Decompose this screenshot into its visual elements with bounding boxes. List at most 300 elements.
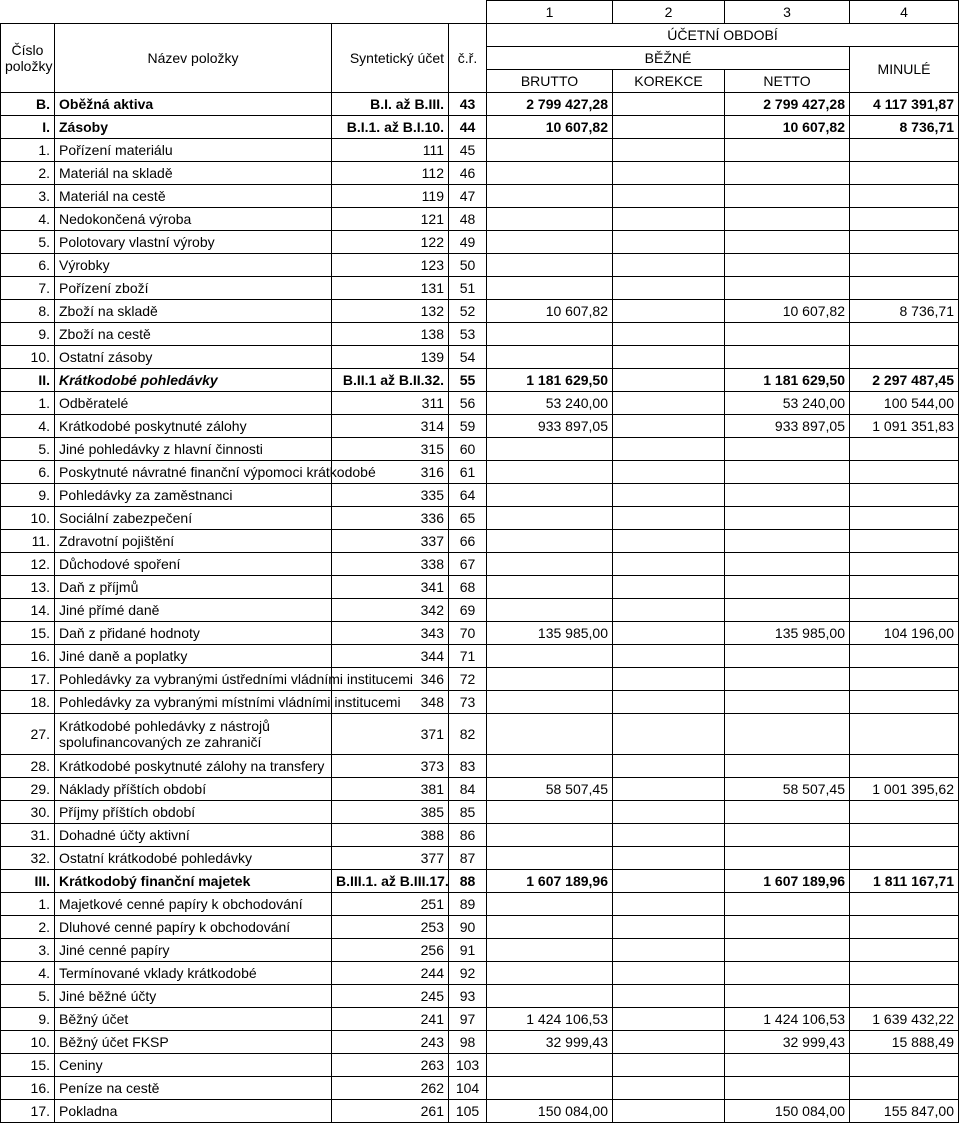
item-name: Termínované vklady krátkodobé bbox=[55, 962, 332, 985]
row-number: 103 bbox=[449, 1054, 487, 1077]
row-number: 45 bbox=[449, 139, 487, 162]
minule-value: 15 888,49 bbox=[850, 1031, 959, 1054]
row-number: 67 bbox=[449, 553, 487, 576]
account: 311 bbox=[332, 392, 449, 415]
minule-value bbox=[850, 847, 959, 870]
korekce-value bbox=[613, 985, 725, 1008]
netto-value: 10 607,82 bbox=[725, 116, 850, 139]
korekce-value bbox=[613, 461, 725, 484]
item-number: 15. bbox=[1, 1054, 55, 1077]
table-row bbox=[1, 254, 959, 277]
col-number: 1 bbox=[487, 1, 613, 24]
netto-value: 10 607,82 bbox=[725, 300, 850, 323]
korekce-value bbox=[613, 438, 725, 461]
korekce-value bbox=[613, 870, 725, 893]
korekce-value bbox=[613, 277, 725, 300]
brutto-value: 2 799 427,28 bbox=[487, 93, 613, 116]
table-row bbox=[1, 231, 959, 254]
brutto-value: 933 897,05 bbox=[487, 415, 613, 438]
netto-value bbox=[725, 438, 850, 461]
minule-value bbox=[850, 162, 959, 185]
row-number: 92 bbox=[449, 962, 487, 985]
table-row bbox=[1, 185, 959, 208]
item-name: Zdravotní pojištění bbox=[55, 530, 332, 553]
brutto-value bbox=[487, 277, 613, 300]
korekce-value bbox=[613, 346, 725, 369]
account: 121 bbox=[332, 208, 449, 231]
item-name: Pokladna bbox=[55, 1100, 332, 1123]
korekce-value bbox=[613, 553, 725, 576]
minule-value bbox=[850, 691, 959, 714]
item-name: Poskytnuté návratné finanční výpomoci krátkodobé bbox=[55, 461, 332, 484]
table-row bbox=[1, 116, 959, 139]
table-row bbox=[1, 162, 959, 185]
item-number: 31. bbox=[1, 824, 55, 847]
item-name: Pohledávky za vybranými ústředními vládními institucemi bbox=[55, 668, 332, 691]
row-number: 90 bbox=[449, 916, 487, 939]
korekce-value bbox=[613, 893, 725, 916]
row-number: 104 bbox=[449, 1077, 487, 1100]
netto-value bbox=[725, 824, 850, 847]
row-number: 59 bbox=[449, 415, 487, 438]
item-name: Daň z přidané hodnoty bbox=[55, 622, 332, 645]
brutto-value: 10 607,82 bbox=[487, 300, 613, 323]
header-row bbox=[1, 24, 959, 47]
table-row bbox=[1, 962, 959, 985]
row-number: 93 bbox=[449, 985, 487, 1008]
korekce-value bbox=[613, 801, 725, 824]
netto-value bbox=[725, 801, 850, 824]
brutto-value bbox=[487, 668, 613, 691]
korekce-value bbox=[613, 622, 725, 645]
minule-value bbox=[850, 438, 959, 461]
row-number: 46 bbox=[449, 162, 487, 185]
netto-value bbox=[725, 916, 850, 939]
netto-value bbox=[725, 323, 850, 346]
minule-value bbox=[850, 962, 959, 985]
row-number: 86 bbox=[449, 824, 487, 847]
item-name: Pořízení zboží bbox=[55, 277, 332, 300]
item-name: Krátkodobé pohledávky z nástrojů spolufinancovaných ze zahraničí bbox=[55, 714, 332, 755]
brutto-value bbox=[487, 801, 613, 824]
netto-value bbox=[725, 691, 850, 714]
account: 344 bbox=[332, 645, 449, 668]
netto-value: 933 897,05 bbox=[725, 415, 850, 438]
item-name: Nedokončená výroba bbox=[55, 208, 332, 231]
minule-value bbox=[850, 185, 959, 208]
item-number: III. bbox=[1, 870, 55, 893]
header-obdobi: ÚČETNÍ OBDOBÍ bbox=[487, 24, 959, 47]
row-number: 55 bbox=[449, 369, 487, 392]
netto-value bbox=[725, 1054, 850, 1077]
netto-value bbox=[725, 962, 850, 985]
brutto-value: 32 999,43 bbox=[487, 1031, 613, 1054]
netto-value bbox=[725, 530, 850, 553]
item-number: B. bbox=[1, 93, 55, 116]
minule-value: 1 091 351,83 bbox=[850, 415, 959, 438]
netto-value: 32 999,43 bbox=[725, 1031, 850, 1054]
minule-value bbox=[850, 530, 959, 553]
item-number: 6. bbox=[1, 461, 55, 484]
item-number: 30. bbox=[1, 801, 55, 824]
item-number: 3. bbox=[1, 185, 55, 208]
netto-value bbox=[725, 277, 850, 300]
netto-value bbox=[725, 939, 850, 962]
item-number: 2. bbox=[1, 916, 55, 939]
row-number: 68 bbox=[449, 576, 487, 599]
item-number: 27. bbox=[1, 714, 55, 755]
account: 119 bbox=[332, 185, 449, 208]
table-row bbox=[1, 1008, 959, 1031]
account: 138 bbox=[332, 323, 449, 346]
minule-value: 1 639 432,22 bbox=[850, 1008, 959, 1031]
minule-value bbox=[850, 323, 959, 346]
korekce-value bbox=[613, 847, 725, 870]
netto-value bbox=[725, 484, 850, 507]
table-row bbox=[1, 801, 959, 824]
item-number: 29. bbox=[1, 778, 55, 801]
row-number: 70 bbox=[449, 622, 487, 645]
item-number: 5. bbox=[1, 985, 55, 1008]
item-number: 32. bbox=[1, 847, 55, 870]
korekce-value bbox=[613, 116, 725, 139]
netto-value: 53 240,00 bbox=[725, 392, 850, 415]
item-number: 2. bbox=[1, 162, 55, 185]
item-number: 17. bbox=[1, 1100, 55, 1123]
item-name: Oběžná aktiva bbox=[55, 93, 332, 116]
minule-value bbox=[850, 1077, 959, 1100]
item-number: 3. bbox=[1, 939, 55, 962]
korekce-value bbox=[613, 323, 725, 346]
netto-value bbox=[725, 985, 850, 1008]
brutto-value bbox=[487, 939, 613, 962]
item-number: II. bbox=[1, 369, 55, 392]
row-number: 66 bbox=[449, 530, 487, 553]
netto-value: 135 985,00 bbox=[725, 622, 850, 645]
item-number: 5. bbox=[1, 438, 55, 461]
account: 123 bbox=[332, 254, 449, 277]
row-number: 98 bbox=[449, 1031, 487, 1054]
item-name: Jiné cenné papíry bbox=[55, 939, 332, 962]
item-name: Zboží na cestě bbox=[55, 323, 332, 346]
account: 262 bbox=[332, 1077, 449, 1100]
minule-value bbox=[850, 553, 959, 576]
item-name: Ceniny bbox=[55, 1054, 332, 1077]
netto-value bbox=[725, 461, 850, 484]
account: 343 bbox=[332, 622, 449, 645]
table-row bbox=[1, 93, 959, 116]
table-row bbox=[1, 139, 959, 162]
item-name: Sociální zabezpečení bbox=[55, 507, 332, 530]
table-row bbox=[1, 300, 959, 323]
item-name: Příjmy příštích období bbox=[55, 801, 332, 824]
account: 316 bbox=[332, 461, 449, 484]
item-number: 8. bbox=[1, 300, 55, 323]
minule-value: 104 196,00 bbox=[850, 622, 959, 645]
row-number: 84 bbox=[449, 778, 487, 801]
table-row bbox=[1, 346, 959, 369]
item-number: 7. bbox=[1, 277, 55, 300]
item-name: Důchodové spoření bbox=[55, 553, 332, 576]
table-row bbox=[1, 870, 959, 893]
minule-value bbox=[850, 714, 959, 755]
netto-value bbox=[725, 599, 850, 622]
item-number: 4. bbox=[1, 415, 55, 438]
brutto-value bbox=[487, 185, 613, 208]
brutto-value bbox=[487, 576, 613, 599]
table-row bbox=[1, 755, 959, 778]
row-number: 52 bbox=[449, 300, 487, 323]
account: 337 bbox=[332, 530, 449, 553]
korekce-value bbox=[613, 1031, 725, 1054]
item-number: 28. bbox=[1, 755, 55, 778]
brutto-value: 1 424 106,53 bbox=[487, 1008, 613, 1031]
table-row bbox=[1, 438, 959, 461]
item-number: 13. bbox=[1, 576, 55, 599]
item-name: Krátkodobé poskytnuté zálohy bbox=[55, 415, 332, 438]
account: 261 bbox=[332, 1100, 449, 1123]
minule-value bbox=[850, 599, 959, 622]
item-number: 9. bbox=[1, 484, 55, 507]
minule-value bbox=[850, 346, 959, 369]
table-row bbox=[1, 668, 959, 691]
item-name: Jiné pohledávky z hlavní činnosti bbox=[55, 438, 332, 461]
minule-value bbox=[850, 801, 959, 824]
brutto-value bbox=[487, 599, 613, 622]
minule-value bbox=[850, 484, 959, 507]
header-netto: NETTO bbox=[725, 70, 850, 93]
item-number: 11. bbox=[1, 530, 55, 553]
item-number: 10. bbox=[1, 507, 55, 530]
brutto-value bbox=[487, 755, 613, 778]
korekce-value bbox=[613, 778, 725, 801]
brutto-value bbox=[487, 916, 613, 939]
netto-value: 1 424 106,53 bbox=[725, 1008, 850, 1031]
minule-value bbox=[850, 507, 959, 530]
minule-value bbox=[850, 645, 959, 668]
netto-value bbox=[725, 1077, 850, 1100]
korekce-value bbox=[613, 691, 725, 714]
account: 348 bbox=[332, 691, 449, 714]
item-name: Dohadné účty aktivní bbox=[55, 824, 332, 847]
minule-value: 8 736,71 bbox=[850, 300, 959, 323]
korekce-value bbox=[613, 93, 725, 116]
row-number: 105 bbox=[449, 1100, 487, 1123]
item-name: Pohledávky za vybranými místními vládními institucemi bbox=[55, 691, 332, 714]
korekce-value bbox=[613, 714, 725, 755]
row-number: 51 bbox=[449, 277, 487, 300]
minule-value bbox=[850, 277, 959, 300]
table-row bbox=[1, 415, 959, 438]
brutto-value: 53 240,00 bbox=[487, 392, 613, 415]
netto-value bbox=[725, 553, 850, 576]
netto-value bbox=[725, 231, 850, 254]
brutto-value bbox=[487, 484, 613, 507]
item-number: 1. bbox=[1, 392, 55, 415]
account: 338 bbox=[332, 553, 449, 576]
item-number: 1. bbox=[1, 893, 55, 916]
minule-value: 100 544,00 bbox=[850, 392, 959, 415]
korekce-value bbox=[613, 1077, 725, 1100]
table-row bbox=[1, 893, 959, 916]
item-name: Ostatní zásoby bbox=[55, 346, 332, 369]
row-number: 87 bbox=[449, 847, 487, 870]
row-number: 54 bbox=[449, 346, 487, 369]
brutto-value bbox=[487, 645, 613, 668]
account: 241 bbox=[332, 1008, 449, 1031]
minule-value bbox=[850, 893, 959, 916]
korekce-value bbox=[613, 231, 725, 254]
account: 314 bbox=[332, 415, 449, 438]
item-name: Daň z příjmů bbox=[55, 576, 332, 599]
brutto-value: 150 084,00 bbox=[487, 1100, 613, 1123]
item-number: 9. bbox=[1, 1008, 55, 1031]
table-row bbox=[1, 507, 959, 530]
item-number: 6. bbox=[1, 254, 55, 277]
brutto-value bbox=[487, 323, 613, 346]
netto-value bbox=[725, 714, 850, 755]
item-name: Jiné běžné účty bbox=[55, 985, 332, 1008]
brutto-value bbox=[487, 893, 613, 916]
row-number: 44 bbox=[449, 116, 487, 139]
item-name: Krátkodobé pohledávky bbox=[55, 369, 332, 392]
netto-value bbox=[725, 755, 850, 778]
row-number: 71 bbox=[449, 645, 487, 668]
item-number: 17. bbox=[1, 668, 55, 691]
netto-value bbox=[725, 576, 850, 599]
item-number: 10. bbox=[1, 346, 55, 369]
korekce-value bbox=[613, 668, 725, 691]
brutto-value bbox=[487, 1077, 613, 1100]
netto-value bbox=[725, 139, 850, 162]
row-number: 49 bbox=[449, 231, 487, 254]
minule-value bbox=[850, 208, 959, 231]
brutto-value bbox=[487, 553, 613, 576]
table-row bbox=[1, 277, 959, 300]
table-row bbox=[1, 392, 959, 415]
row-number: 47 bbox=[449, 185, 487, 208]
item-name: Majetkové cenné papíry k obchodování bbox=[55, 893, 332, 916]
korekce-value bbox=[613, 962, 725, 985]
brutto-value bbox=[487, 530, 613, 553]
item-name: Pohledávky za zaměstnanci bbox=[55, 484, 332, 507]
row-number: 85 bbox=[449, 801, 487, 824]
account: 263 bbox=[332, 1054, 449, 1077]
minule-value bbox=[850, 254, 959, 277]
col-number: 3 bbox=[725, 1, 850, 24]
table-row bbox=[1, 622, 959, 645]
korekce-value bbox=[613, 1008, 725, 1031]
header-cislo: Číslo položky bbox=[1, 24, 55, 93]
brutto-value bbox=[487, 714, 613, 755]
table-row bbox=[1, 323, 959, 346]
netto-value: 150 084,00 bbox=[725, 1100, 850, 1123]
minule-value: 1 001 395,62 bbox=[850, 778, 959, 801]
brutto-value bbox=[487, 824, 613, 847]
account: B.I.1. až B.I.10. bbox=[332, 116, 449, 139]
account: 341 bbox=[332, 576, 449, 599]
table-row bbox=[1, 369, 959, 392]
netto-value: 1 181 629,50 bbox=[725, 369, 850, 392]
item-name: Krátkodobé poskytnuté zálohy na transfery bbox=[55, 755, 332, 778]
row-number: 89 bbox=[449, 893, 487, 916]
netto-value bbox=[725, 668, 850, 691]
header-minule: MINULÉ bbox=[850, 47, 959, 93]
table-row bbox=[1, 691, 959, 714]
item-name: Polotovary vlastní výroby bbox=[55, 231, 332, 254]
item-name: Náklady příštích období bbox=[55, 778, 332, 801]
account: 381 bbox=[332, 778, 449, 801]
account: 256 bbox=[332, 939, 449, 962]
row-number: 53 bbox=[449, 323, 487, 346]
korekce-value bbox=[613, 392, 725, 415]
netto-value bbox=[725, 185, 850, 208]
item-number: 10. bbox=[1, 1031, 55, 1054]
brutto-value: 10 607,82 bbox=[487, 116, 613, 139]
minule-value bbox=[850, 985, 959, 1008]
account: 132 bbox=[332, 300, 449, 323]
row-number: 88 bbox=[449, 870, 487, 893]
korekce-value bbox=[613, 185, 725, 208]
table-row bbox=[1, 553, 959, 576]
account: 377 bbox=[332, 847, 449, 870]
account: 342 bbox=[332, 599, 449, 622]
korekce-value bbox=[613, 939, 725, 962]
item-number: 16. bbox=[1, 1077, 55, 1100]
brutto-value bbox=[487, 438, 613, 461]
row-number: 61 bbox=[449, 461, 487, 484]
brutto-value: 1 181 629,50 bbox=[487, 369, 613, 392]
item-number: 14. bbox=[1, 599, 55, 622]
netto-value: 2 799 427,28 bbox=[725, 93, 850, 116]
korekce-value bbox=[613, 824, 725, 847]
korekce-value bbox=[613, 208, 725, 231]
account: B.II.1 až B.II.32. bbox=[332, 369, 449, 392]
col-number: 2 bbox=[613, 1, 725, 24]
item-name: Pořízení materiálu bbox=[55, 139, 332, 162]
netto-value bbox=[725, 254, 850, 277]
row-number: 50 bbox=[449, 254, 487, 277]
minule-value: 2 297 487,45 bbox=[850, 369, 959, 392]
table-row bbox=[1, 461, 959, 484]
table-row bbox=[1, 1054, 959, 1077]
header-bezne: BĚŽNÉ bbox=[487, 47, 850, 70]
account: 244 bbox=[332, 962, 449, 985]
minule-value: 4 117 391,87 bbox=[850, 93, 959, 116]
minule-value: 8 736,71 bbox=[850, 116, 959, 139]
brutto-value bbox=[487, 461, 613, 484]
table-row bbox=[1, 645, 959, 668]
row-number: 69 bbox=[449, 599, 487, 622]
minule-value bbox=[850, 139, 959, 162]
item-number: I. bbox=[1, 116, 55, 139]
netto-value bbox=[725, 162, 850, 185]
table-row bbox=[1, 1077, 959, 1100]
netto-value bbox=[725, 346, 850, 369]
netto-value: 1 607 189,96 bbox=[725, 870, 850, 893]
item-number: 1. bbox=[1, 139, 55, 162]
item-name: Odběratelé bbox=[55, 392, 332, 415]
netto-value bbox=[725, 208, 850, 231]
brutto-value bbox=[487, 139, 613, 162]
item-number: 4. bbox=[1, 208, 55, 231]
minule-value bbox=[850, 668, 959, 691]
brutto-value bbox=[487, 507, 613, 530]
item-name: Krátkodobý finanční majetek bbox=[55, 870, 332, 893]
item-number: 18. bbox=[1, 691, 55, 714]
brutto-value bbox=[487, 208, 613, 231]
minule-value bbox=[850, 461, 959, 484]
